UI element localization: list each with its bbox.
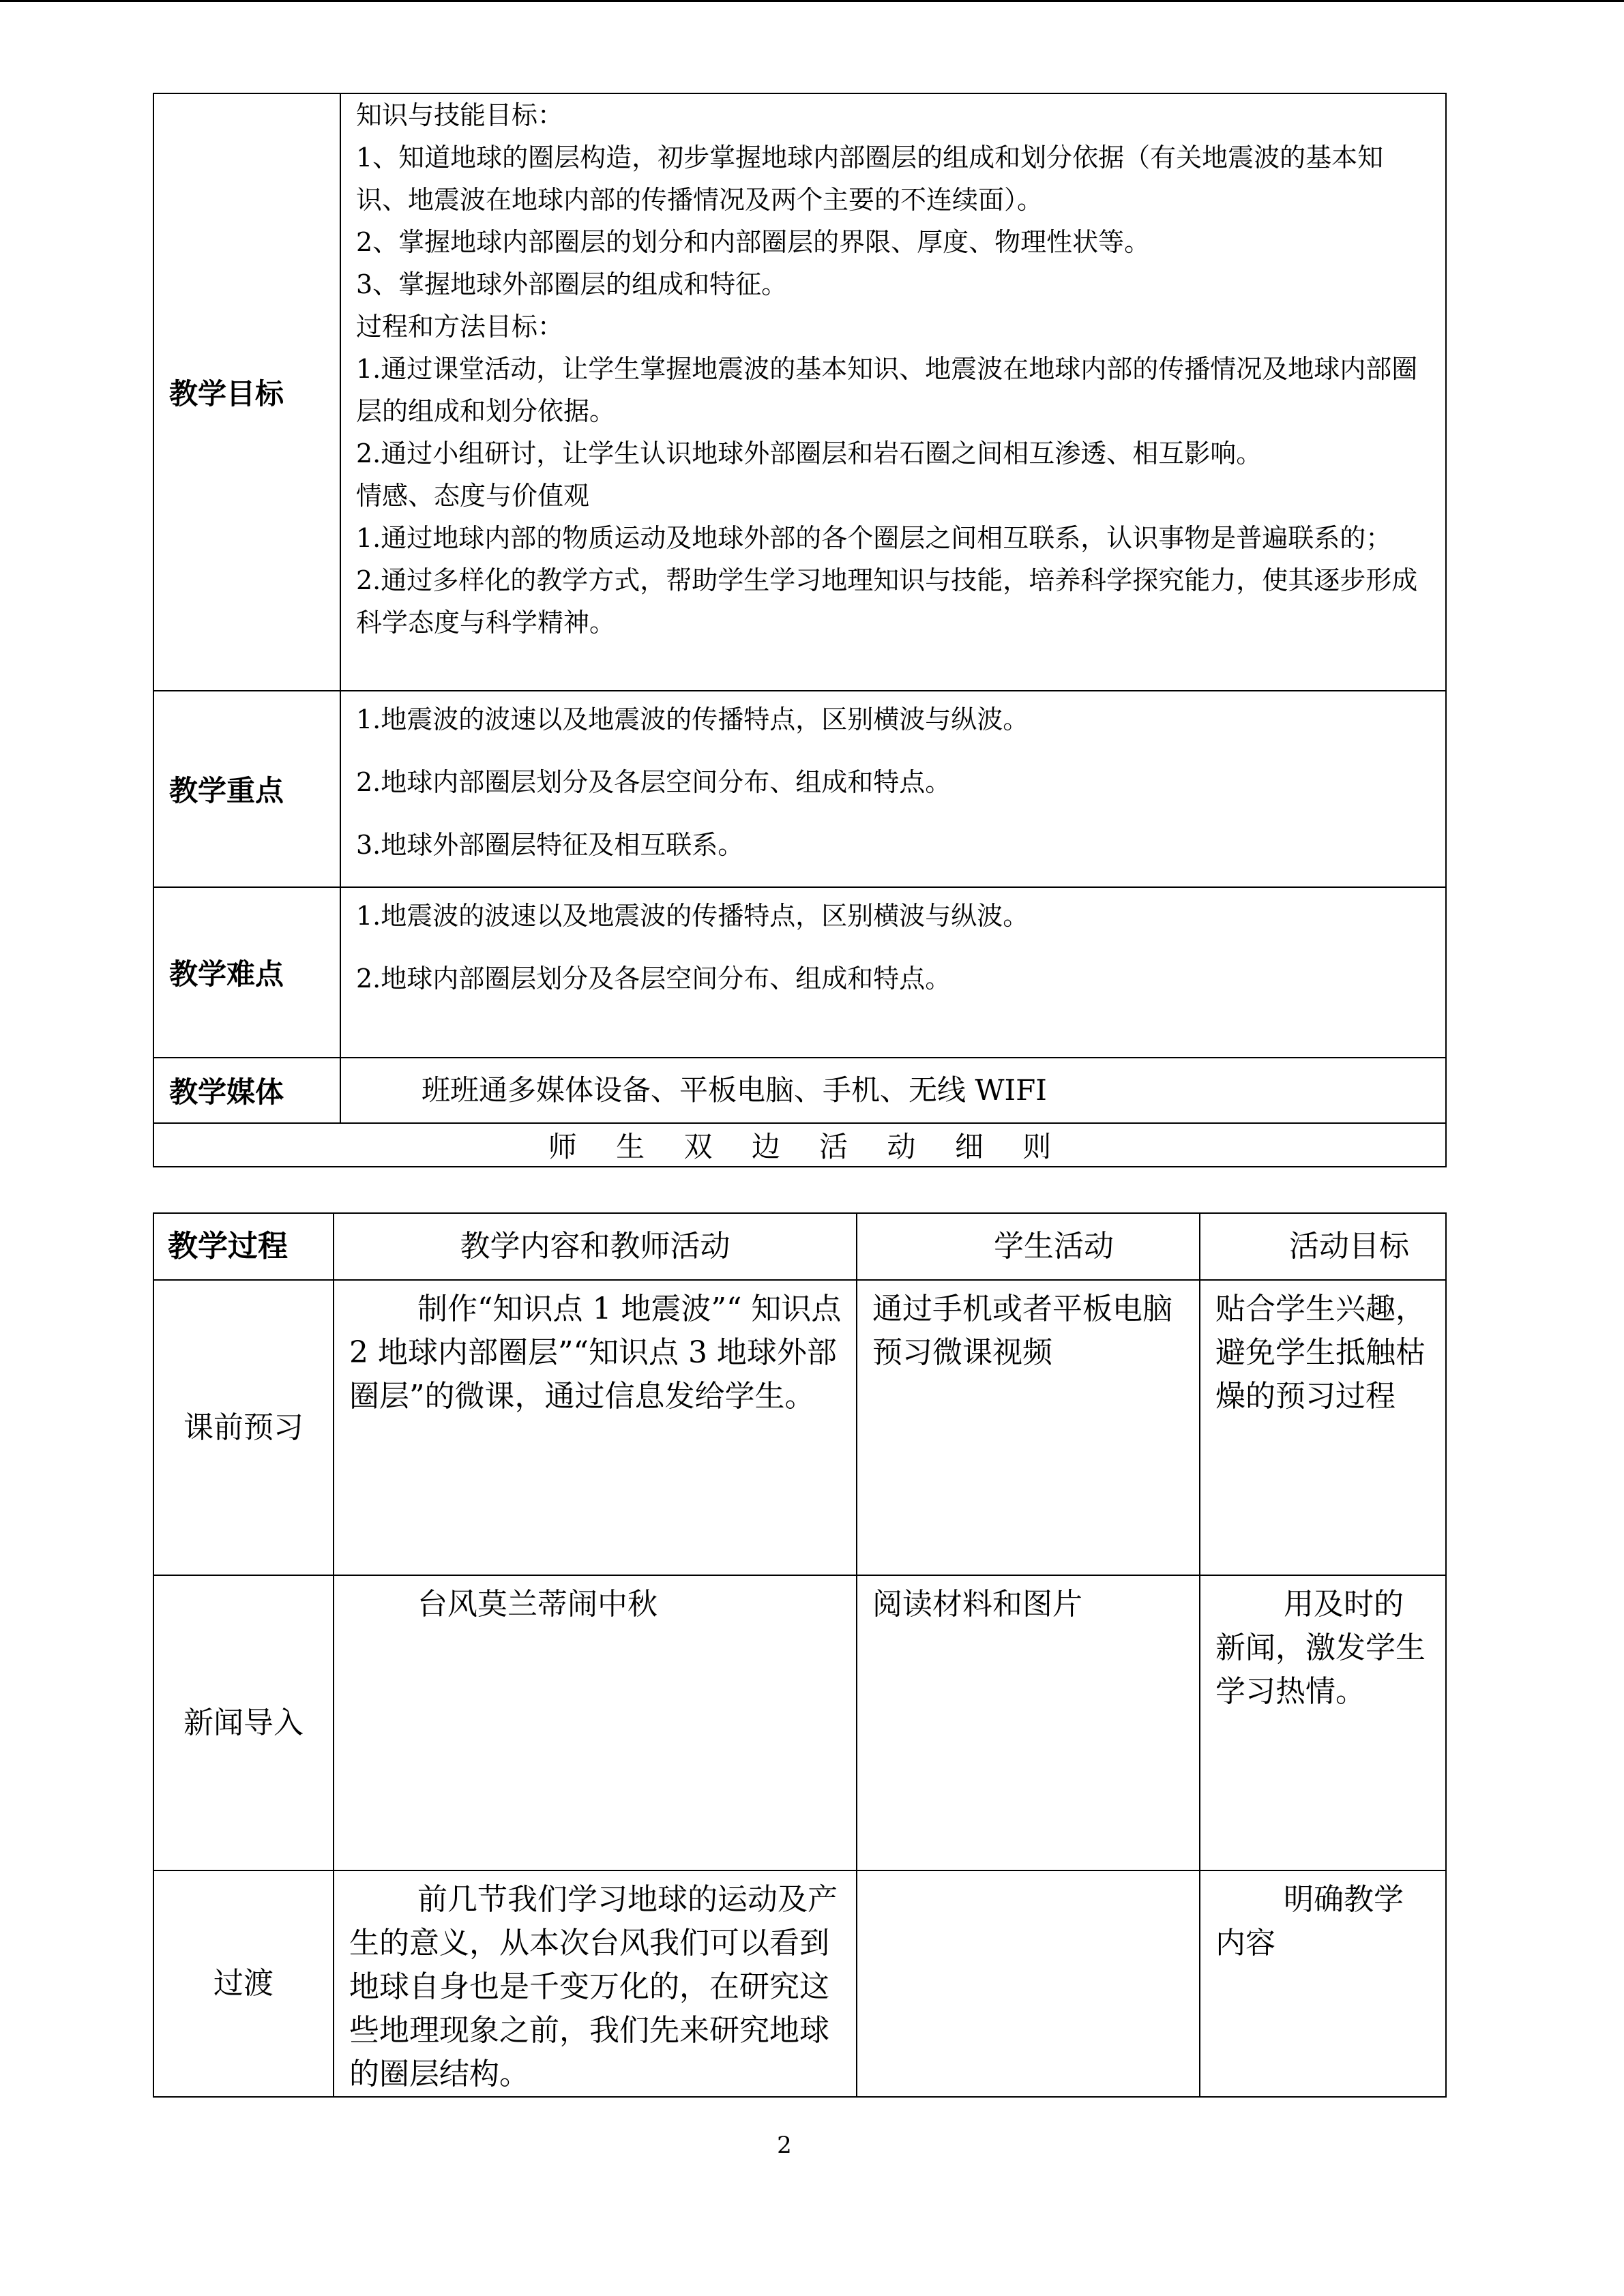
table-row — [153, 1280, 1446, 1575]
goals-header: 教学目标 — [153, 93, 340, 691]
goals-line: 1、知道地球的圈层构造，初步掌握地球内部圈层的组成和划分依据（有关地震波的基本知识、地震波在地球内部的传播情况及两个主要的不连续面）。 — [356, 143, 1384, 215]
activity-header-row — [153, 1213, 1446, 1280]
media-header: 教学媒体 — [153, 1058, 340, 1123]
stage-label: 过渡 — [153, 1870, 334, 2097]
media-row — [153, 1058, 1446, 1123]
content-cell: 前几节我们学习地球的运动及产生的意义，从本次台风我们可以看到地球自身也是千变万化的，在研究这些地理现象之前，我们先来研究地球的圈层结构。 — [334, 1870, 857, 2097]
difficulty-line: 1.地震波的波速以及地震波的传播特点，区别横波与纵波。 — [356, 901, 1029, 931]
stage-label: 课前预习 — [153, 1280, 334, 1575]
student-cell: 通过手机或者平板电脑预习微课视频 — [857, 1280, 1200, 1575]
goal-cell: 贴合学生兴趣，避免学生抵触枯燥的预习过程 — [1200, 1280, 1446, 1575]
difficulty-line: 2.地球内部圈层划分及各层空间分布、组成和特点。 — [356, 964, 951, 994]
goals-line: 情感、态度与价值观 — [356, 481, 590, 511]
difficulties-content — [340, 887, 1446, 1058]
col-header-content: 教学内容和教师活动 — [334, 1213, 857, 1280]
content-cell: 台风莫兰蒂闹中秋 — [334, 1575, 857, 1870]
table-row — [153, 1575, 1446, 1870]
key-point-line: 3.地球外部圈层特征及相互联系。 — [356, 830, 744, 860]
goals-line: 2.通过多样化的教学方式，帮助学生学习地理知识与技能，培养科学探究能力，使其逐步形成科学态度与科学精神。 — [356, 565, 1418, 638]
page-number: 2 — [777, 2132, 792, 2159]
goal-cell: 用及时的新闻，激发学生学习热情。 — [1200, 1575, 1446, 1870]
goals-line: 知识与技能目标： — [356, 100, 564, 130]
col-header-stage: 教学过程 — [153, 1213, 334, 1280]
activity-table — [153, 1212, 1447, 2098]
goals-line: 1.通过课堂活动，让学生掌握地震波的基本知识、地震波在地球内部的传播情况及地球内部圈层的组成和划分依据。 — [356, 354, 1418, 426]
student-cell: 阅读材料和图片 — [857, 1575, 1200, 1870]
goals-line: 过程和方法目标： — [356, 312, 564, 342]
page-top-border — [0, 0, 1624, 2]
goals-line: 1.通过地球内部的物质运动及地球外部的各个圈层之间相互联系，认识事物是普遍联系的； — [356, 523, 1392, 553]
key-point-line: 2.地球内部圈层划分及各层空间分布、组成和特点。 — [356, 767, 951, 797]
goals-row — [153, 93, 1446, 691]
key-point-line: 1.地震波的波速以及地震波的传播特点，区别横波与纵波。 — [356, 704, 1029, 734]
goals-line: 2、掌握地球内部圈层的划分和内部圈层的界限、厚度、物理性状等。 — [356, 227, 1151, 257]
section-title: 师 生 双 边 活 动 细 则 — [153, 1123, 1446, 1167]
table-row — [153, 1870, 1446, 2097]
goals-line: 2.通过小组研讨，让学生认识地球外部圈层和岩石圈之间相互渗透、相互影响。 — [356, 438, 1263, 468]
goals-content — [340, 93, 1446, 691]
media-content: 班班通多媒体设备、平板电脑、手机、无线 WIFI — [340, 1058, 1446, 1123]
content-cell: 制作“知识点 1 地震波”“ 知识点 2 地球内部圈层”“知识点 3 地球外部圈层”的微课，通过信息发给学生。 — [334, 1280, 857, 1575]
difficulties-header: 教学难点 — [153, 887, 340, 1058]
key-points-content — [340, 691, 1446, 887]
stage-label: 新闻导入 — [153, 1575, 334, 1870]
student-cell — [857, 1870, 1200, 2097]
goal-cell: 明确教学内容 — [1200, 1870, 1446, 2097]
col-header-student: 学生活动 — [857, 1213, 1200, 1280]
key-points-row — [153, 691, 1446, 887]
key-points-header: 教学重点 — [153, 691, 340, 887]
difficulties-row — [153, 887, 1446, 1058]
goals-line: 3、掌握地球外部圈层的组成和特征。 — [356, 269, 788, 299]
col-header-goal: 活动目标 — [1200, 1213, 1446, 1280]
lesson-plan-table — [153, 93, 1447, 1167]
section-title-row — [153, 1123, 1446, 1167]
